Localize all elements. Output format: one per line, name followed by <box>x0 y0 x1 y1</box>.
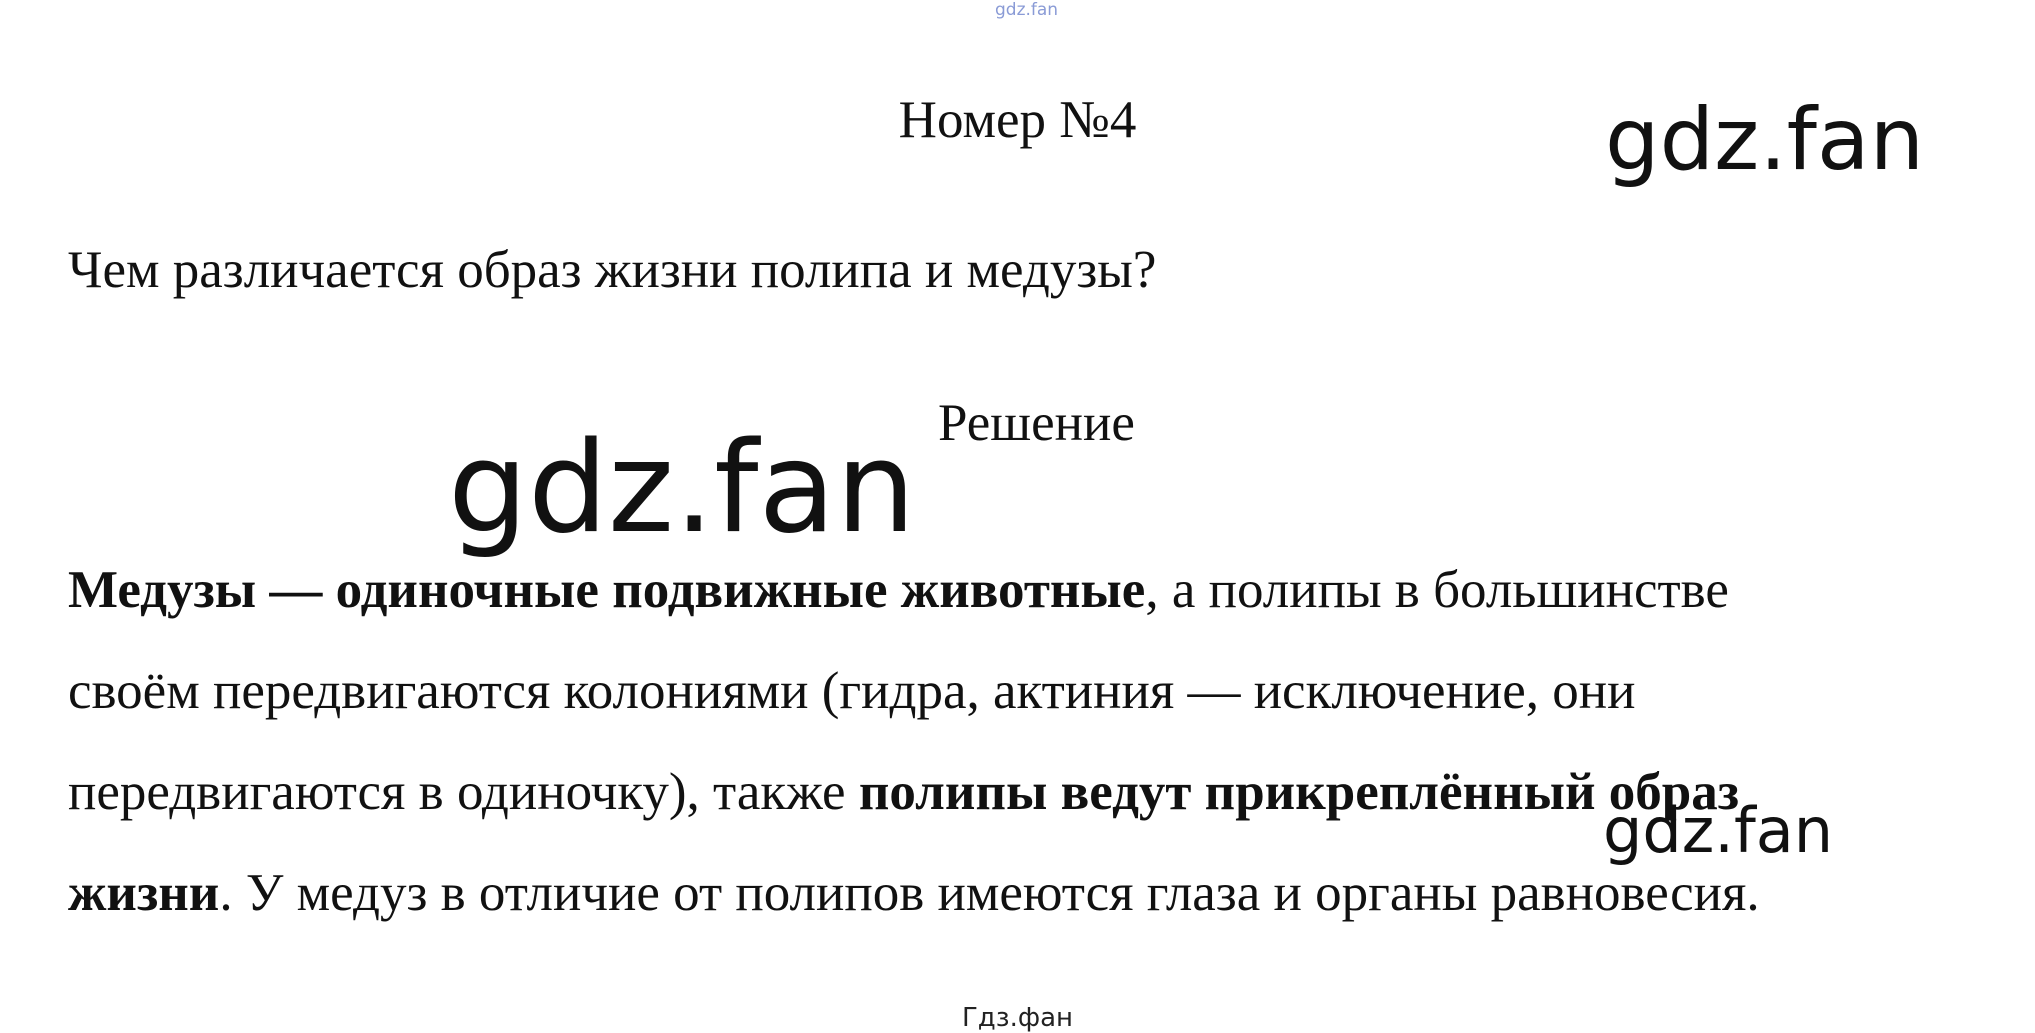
answer-text-1: , а полипы в большинстве <box>1145 561 1729 619</box>
answer-paragraph <box>68 540 1988 944</box>
question-text: Чем различается образ жизни полипа и медузы? <box>68 241 1157 299</box>
answer-text-4: . У медуз в отличие от полипов имеются глаза и органы равновесия. <box>219 864 1760 922</box>
watermark-big-right: gdz.fan <box>1605 90 1925 190</box>
task-title-text: Номер №4 <box>898 91 1137 149</box>
solution-heading: Решение <box>938 394 1135 452</box>
answer-line-2 <box>68 641 1988 742</box>
answer-bold-4: жизни <box>68 864 220 922</box>
answer-bold-1: Медузы — одиночные подвижные животные <box>68 561 1146 619</box>
answer-line-1 <box>68 540 1988 641</box>
answer-bold-3: полипы ведут прикреплённый образ <box>858 763 1740 821</box>
footer-text: Гдз.фан <box>961 1003 1074 1033</box>
answer-text-3: передвигаются в одиночку), также <box>68 763 859 821</box>
watermark-top: gdz.fan <box>995 0 1059 20</box>
watermark-big-mid: gdz.fan <box>448 414 916 561</box>
watermark-small-right: gdz.fan <box>1603 794 1834 867</box>
answer-text-2: своём передвигаются колониями (гидра, актиния — исключение, они <box>68 662 1636 720</box>
